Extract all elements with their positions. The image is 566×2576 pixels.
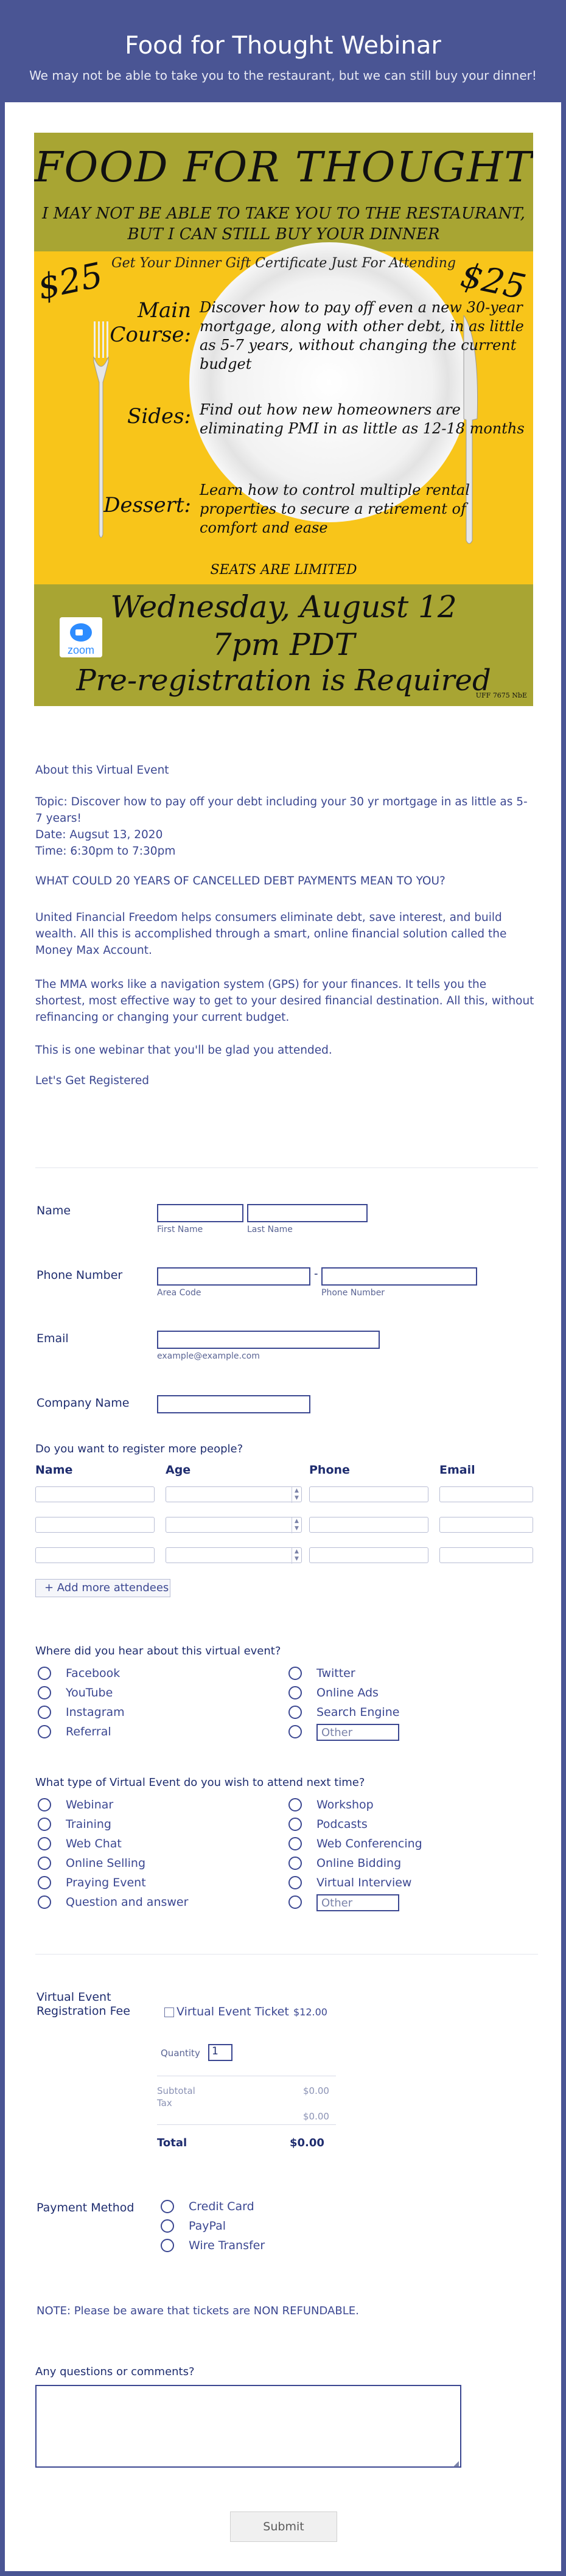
resize-handle-icon[interactable]: ◢ [453,2459,459,2468]
about-heading: About this Virtual Event [35,764,169,777]
option-twitter: Twitter [316,1667,355,1680]
total-value: $0.00 [290,2137,324,2149]
flyer-preregistration: Pre-registration is Required [76,663,491,698]
radio-wire-transfer[interactable] [161,2239,174,2252]
flyer-price-left: $25 [34,255,107,308]
option-workshop: Workshop [316,1798,374,1811]
option-online-bidding: Online Bidding [316,1857,402,1870]
about-paragraph-4: Let's Get Registered [35,1074,149,1087]
attendee-email-input[interactable] [439,1517,533,1533]
radio-type-other[interactable] [288,1895,302,1909]
webinar-flyer-image [34,133,533,706]
phone-number-sublabel: Phone Number [321,1288,385,1298]
phone-dash: - [314,1267,318,1280]
plate-image [189,242,469,522]
radio-facebook[interactable] [38,1667,51,1680]
zoom-camera-icon [70,623,92,642]
option-online-selling: Online Selling [66,1857,146,1870]
ticket-checkbox[interactable] [164,2007,174,2017]
attendee-phone-input[interactable] [309,1517,428,1533]
flyer-sides-label: Sides: [127,404,191,429]
flyer-price-right: $25 [457,255,529,308]
about-paragraph-2: The MMA works like a navigation system (GPS) for your finances. It tells you the shortest, most effective way to get to your desired financial destination. All this, without refinancing or changing your current budget. [35,978,534,1024]
ticket-label: Virtual Event Ticket [176,2005,289,2018]
radio-webinar[interactable] [38,1798,51,1811]
attendee-email-input[interactable] [439,1486,533,1502]
email-label: Email [37,1332,69,1345]
table-header-age: Age [166,1463,191,1477]
flyer-seats-limited: SEATS ARE LIMITED [210,562,357,578]
radio-virtual-interview[interactable] [288,1876,302,1889]
attendee-name-input[interactable] [35,1517,155,1533]
quantity-input[interactable]: 1 [208,2044,232,2061]
radio-twitter[interactable] [288,1667,302,1680]
radio-credit-card[interactable] [161,2200,174,2213]
option-online-ads: Online Ads [316,1686,379,1699]
radio-podcasts[interactable] [288,1818,302,1831]
attendee-name-input[interactable] [35,1486,155,1502]
age-stepper[interactable]: ▲ ▼ [292,1548,301,1564]
phone-number-input[interactable] [321,1267,477,1286]
option-search-engine: Search Engine [316,1706,400,1719]
attendee-age-input[interactable] [166,1547,302,1563]
form-header [5,0,561,102]
radio-praying-event[interactable] [38,1876,51,1889]
radio-youtube[interactable] [38,1686,51,1699]
option-training: Training [66,1818,111,1831]
option-web-chat: Web Chat [66,1837,122,1850]
about-time: Time: 6:30pm to 7:30pm [35,845,176,858]
radio-training[interactable] [38,1818,51,1831]
radio-online-bidding[interactable] [288,1857,302,1870]
radio-web-chat[interactable] [38,1837,51,1850]
attendee-phone-input[interactable] [309,1547,428,1563]
phone-label: Phone Number [37,1269,123,1282]
option-podcasts: Podcasts [316,1818,368,1831]
radio-web-conferencing[interactable] [288,1837,302,1850]
radio-question-answer[interactable] [38,1895,51,1909]
table-header-email: Email [439,1463,475,1477]
zoom-logo-text: zoom [67,644,94,656]
refund-note: NOTE: Please be aware that tickets are NON REFUNDABLE. [37,2305,359,2317]
option-referral: Referral [66,1725,111,1738]
option-question-answer: Question and answer [66,1895,189,1909]
table-header-name: Name [35,1463,73,1477]
attendee-age-input[interactable] [166,1517,302,1533]
flyer-date: Wednesday, August 12 [110,589,457,625]
flyer-time: 7pm PDT [212,627,355,662]
option-wire-transfer: Wire Transfer [189,2239,265,2252]
first-name-input[interactable] [157,1204,243,1222]
attendee-age-input[interactable] [166,1486,302,1502]
radio-workshop[interactable] [288,1798,302,1811]
comments-label: Any questions or comments? [35,2365,195,2378]
total-divider [157,2124,336,2125]
quantity-label: Quantity [161,2048,200,2059]
radio-search-engine[interactable] [288,1706,302,1719]
ticket-price: $12.00 [293,2006,327,2018]
flyer-main-label: Main Course: [110,298,191,347]
about-topic: Topic: Discover how to pay off your debt including your 30 yr mortgage in as little as 5-7 years! [35,796,528,825]
subtotal-label: Subtotal [157,2085,195,2096]
option-facebook: Facebook [66,1667,121,1680]
section-divider [35,1954,538,1955]
option-virtual-interview: Virtual Interview [316,1876,412,1889]
more-people-label: Do you want to register more people? [35,1443,243,1455]
about-paragraph-1: United Financial Freedom helps consumers eliminate debt, save interest, and build wealth. All this is accomplished through a smart, online financial solution called the Money Max Account. [35,911,507,957]
age-stepper[interactable]: ▲ ▼ [292,1487,301,1503]
area-code-sublabel: Area Code [157,1288,201,1298]
company-label: Company Name [37,1396,130,1410]
subtotal-value: $0.00 [303,2085,329,2096]
radio-paypal[interactable] [161,2219,174,2233]
age-stepper[interactable]: ▲ ▼ [292,1517,301,1533]
event-type-label: What type of Virtual Event do you wish to attend next time? [35,1776,365,1789]
option-credit-card: Credit Card [189,2200,254,2213]
first-name-sublabel: First Name [157,1225,203,1234]
add-attendees-button[interactable]: + Add more attendees [35,1579,170,1597]
email-hint: example@example.com [157,1351,260,1361]
other-source-input[interactable]: Other [316,1724,399,1741]
flyer-dessert-label: Dessert: [103,493,191,517]
about-date: Date: Augsut 13, 2020 [35,828,163,841]
flyer-title: FOOD FOR THOUGHT [34,144,533,192]
payment-method-label: Payment Method [37,2201,135,2214]
section-divider [35,1167,538,1168]
option-instagram: Instagram [66,1706,125,1719]
flyer-dessert-text: Learn how to control multiple rental properties to secure a retirement of comfort and ease [200,481,470,536]
flyer-tag: UFF 7675 NbE [475,691,527,699]
option-youtube: YouTube [66,1686,113,1699]
form-page [5,0,561,2571]
option-praying-event: Praying Event [66,1876,146,1889]
submit-button[interactable]: Submit [230,2511,337,2542]
registration-fee-label: Virtual Event Registration Fee [37,1990,130,2018]
attendee-name-input[interactable] [35,1547,155,1563]
radio-referral[interactable] [38,1725,51,1738]
flyer-subtitle-line1: I MAY NOT BE ABLE TO TAKE YOU TO THE RESTAURANT, [42,205,525,223]
other-type-input[interactable]: Other [316,1894,399,1911]
last-name-input[interactable] [247,1204,368,1222]
last-name-sublabel: Last Name [247,1225,293,1234]
flyer-subtitle-line2: BUT I CAN STILL BUY YOUR DINNER [127,225,440,243]
company-input[interactable] [157,1395,310,1413]
about-paragraph-3: This is one webinar that you'll be glad you attended. [35,1044,332,1057]
flyer-gift-line: Get Your Dinner Gift Certificate Just For Attending [111,256,456,271]
page-title: Food for Thought Webinar [125,32,441,60]
hear-about-label: Where did you hear about this virtual event? [35,1645,281,1657]
email-input[interactable] [157,1331,380,1349]
option-webinar: Webinar [66,1798,114,1811]
comments-textarea[interactable] [35,2385,461,2468]
radio-online-selling[interactable] [38,1857,51,1870]
about-question: WHAT COULD 20 YEARS OF CANCELLED DEBT PAYMENTS MEAN TO YOU? [35,875,445,887]
attendee-phone-input[interactable] [309,1486,428,1502]
name-label: Name [37,1204,71,1217]
area-code-input[interactable] [157,1267,310,1286]
tax-value: $0.00 [303,2111,329,2122]
option-paypal: PayPal [189,2219,226,2233]
radio-online-ads[interactable] [288,1686,302,1699]
zoom-logo [60,617,102,657]
radio-instagram[interactable] [38,1706,51,1719]
page-subtitle: We may not be able to take you to the restaurant, but we can still buy your dinner! [29,68,537,83]
option-web-conferencing: Web Conferencing [316,1837,422,1850]
attendee-email-input[interactable] [439,1547,533,1563]
table-header-phone: Phone [309,1463,350,1477]
tax-label: Tax [157,2098,172,2109]
radio-other[interactable] [288,1725,302,1738]
flyer-main-text: Discover how to pay off even a new 30-year mortgage, along with other debt, in as little as 5-7 years, without changing the current budget [200,299,524,373]
flyer-sides-text: Find out how new homeowners are eliminating PMI in as little as 12-18 months [200,401,525,437]
total-label: Total [157,2137,187,2149]
